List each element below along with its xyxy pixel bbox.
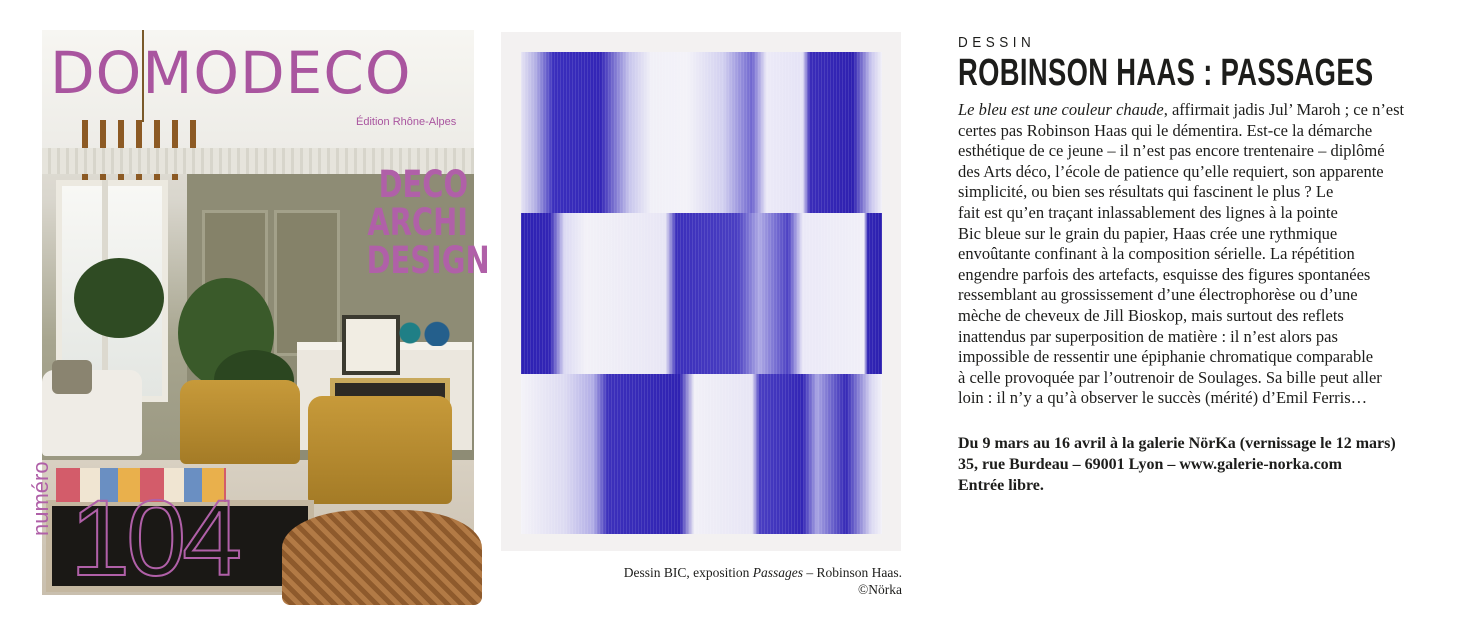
cushion xyxy=(52,360,92,394)
body-line: Bic bleue sur le grain du papier, Haas crée une rythmique xyxy=(958,223,1338,243)
tagline-line: DECO xyxy=(378,163,468,206)
body-line: à celle provoquée par l’outrenoir de Soulages. Sa bille peut aller xyxy=(958,367,1382,387)
exhibition-entry: Entrée libre. xyxy=(958,477,1044,494)
body-line: ressemblant au grossissement d’une électrophorèse ou d’une xyxy=(958,285,1358,305)
exhibition-dates: Du 9 mars au 16 avril à la galerie NörKa (vernissage le 12 mars) xyxy=(958,435,1396,452)
artwork-texture xyxy=(521,52,882,534)
body-line: engendre parfois des artefacts, esquisse des figures spontanées xyxy=(958,264,1371,284)
body-line: esthétique de ce jeune – il n’est pas encore trentenaire – diplômé xyxy=(958,141,1385,161)
section-kicker: DESSIN xyxy=(958,34,1036,51)
vases xyxy=(392,320,452,346)
armchair xyxy=(308,396,452,504)
body-line: inattendus par superposition de matière : il n’est alors pas xyxy=(958,326,1338,346)
body-line: fait est qu’en traçant inlassablement des lignes à la pointe xyxy=(958,202,1338,222)
caption-line xyxy=(540,564,902,581)
body-line: impossible de ressentir une épiphanie chromatique comparable xyxy=(958,347,1374,367)
article-headline: ROBINSON HAAS : PASSAGES xyxy=(958,52,1374,94)
body-line: envoûtante confinant à la composition sérielle. La répétition xyxy=(958,244,1355,264)
body-line: simplicité, ou bien ses résultats qui fascinent le plus ? Le xyxy=(958,182,1334,202)
lead-quote: Le bleu est une couleur chaude xyxy=(958,100,1164,119)
body-line: des Arts déco, l’école de patience qu’elle requiert, son apparente xyxy=(958,161,1384,181)
cover-issue-label: numéro xyxy=(28,461,53,536)
image-caption xyxy=(540,564,902,598)
cover-edition: Édition Rhône-Alpes xyxy=(356,116,457,128)
armchair xyxy=(180,380,300,464)
cover-issue-number: 104 xyxy=(70,477,239,598)
rattan-chair xyxy=(282,510,482,605)
caption-title: Passages xyxy=(752,565,803,580)
plant xyxy=(74,258,164,338)
magazine-cover xyxy=(28,30,490,598)
exhibition-info xyxy=(958,433,1438,496)
tagline-line: ARCHI xyxy=(367,201,468,244)
caption-prefix: Dessin BIC, exposition xyxy=(623,565,753,580)
article-body xyxy=(958,100,1438,409)
cover-tagline xyxy=(366,163,490,282)
tagline-line: DESIGN xyxy=(366,239,490,282)
body-line: certes pas Robinson Haas qui le démentira. Est-ce la démarche xyxy=(958,120,1373,140)
body-line: mèche de cheveux de Jill Bioskop, mais surtout des reflets xyxy=(958,305,1344,325)
body-line: Le bleu est une couleur chaude, affirmait jadis Jul’ Maroh ; ce n’est xyxy=(958,100,1405,119)
cover-masthead: DOMODECO xyxy=(50,39,412,107)
body-line: loin : il n’y a qu’à observer le succès (mérité) d’Emil Ferris… xyxy=(958,388,1368,408)
artwork-image xyxy=(501,32,901,551)
wall-panel xyxy=(274,210,340,356)
exhibition-address: 35, rue Burdeau – 69001 Lyon – www.galerie-norka.com xyxy=(958,456,1342,473)
caption-suffix: – Robinson Haas. xyxy=(803,565,902,580)
caption-credit: ©Nörka xyxy=(858,582,902,597)
